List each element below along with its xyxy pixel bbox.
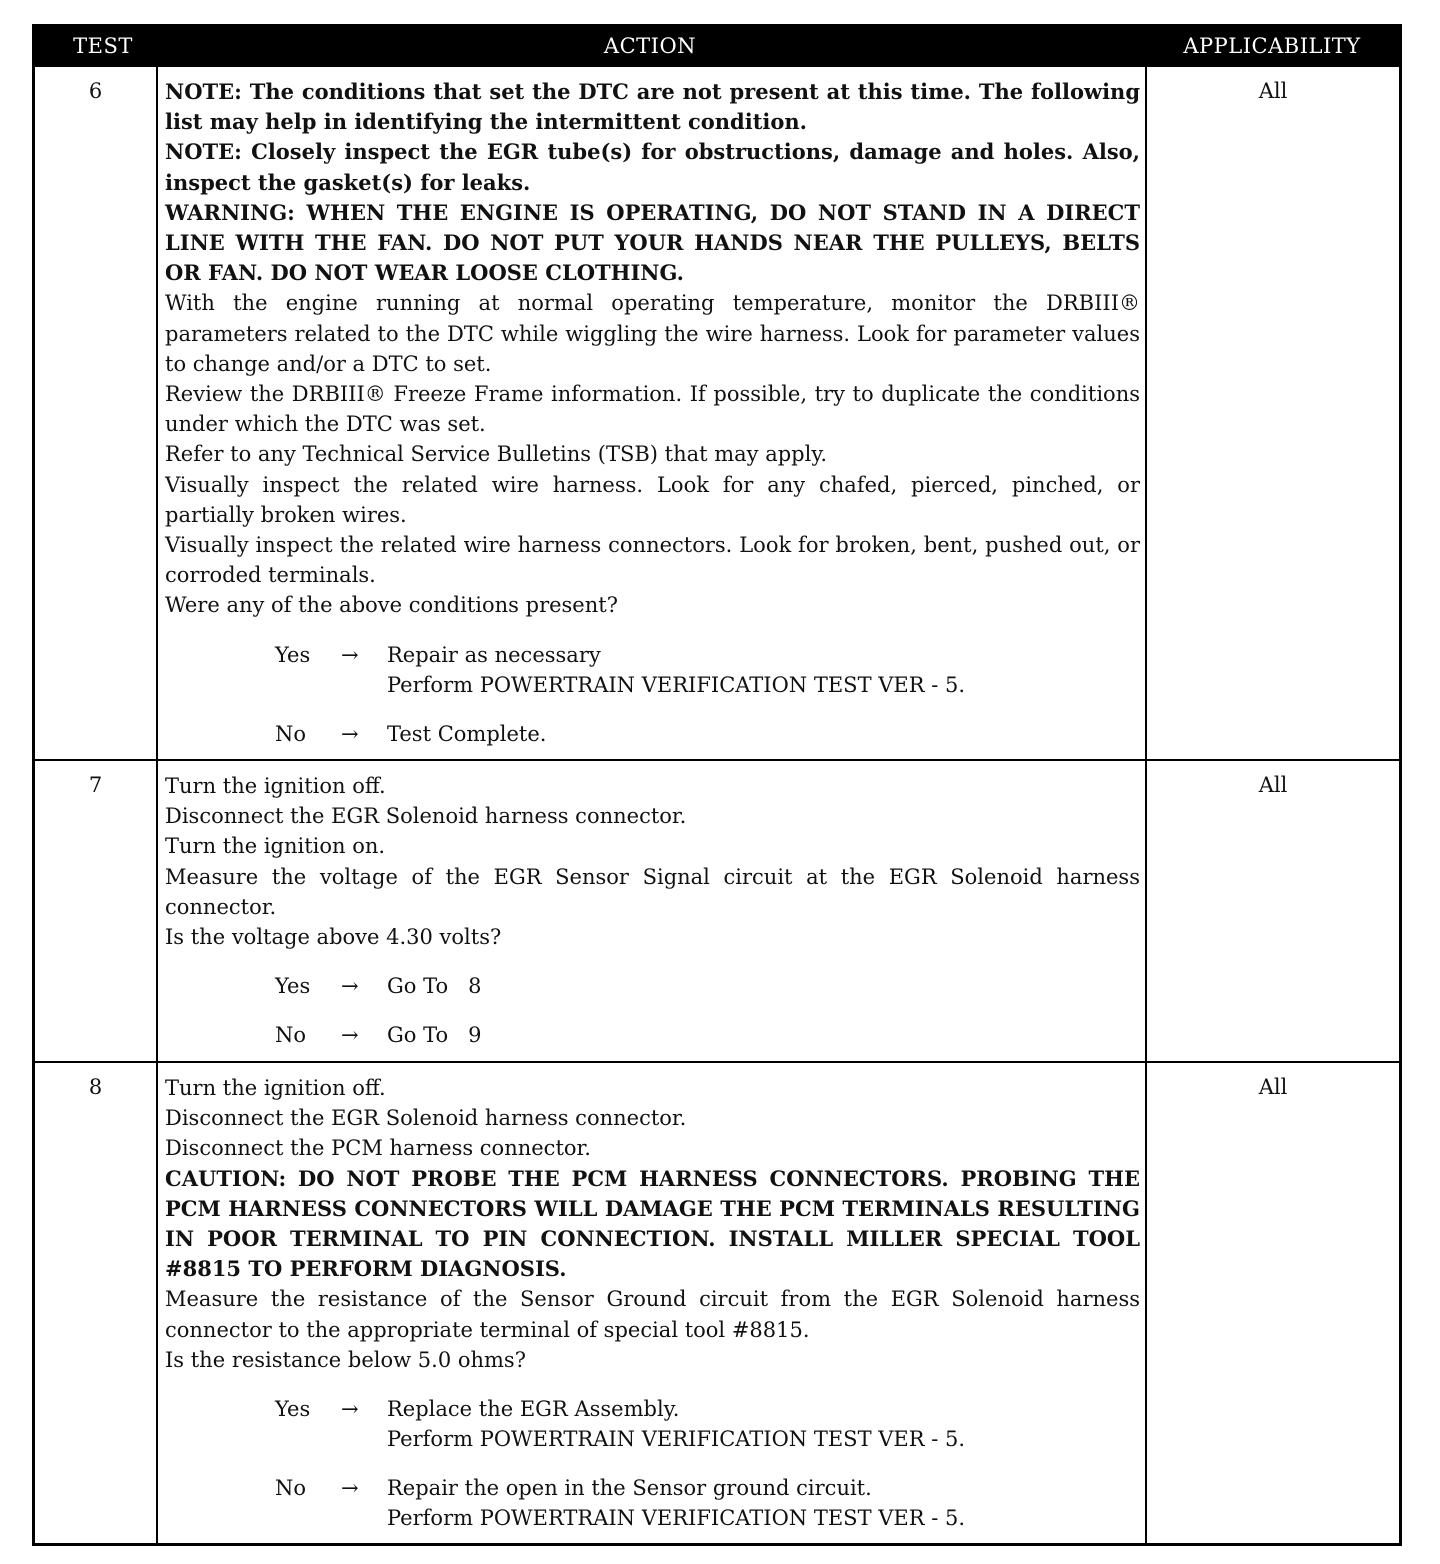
step-text: Measure the voltage of the EGR Sensor Signal circuit at the EGR Solenoid harness connector. bbox=[165, 864, 1140, 919]
step-text: Visually inspect the related wire harness connectors. Look for broken, bent, pushed out, or corroded terminals. bbox=[165, 533, 1140, 588]
no-branch bbox=[275, 1473, 1140, 1533]
step-text: Disconnect the EGR Solenoid harness connector. bbox=[165, 804, 687, 829]
yes-branch bbox=[275, 971, 1140, 1001]
note-text: NOTE: The conditions that set the DTC are not present at this time. The following list may help in identifying the intermittent condition. bbox=[165, 79, 1140, 135]
yes-branch bbox=[275, 640, 1140, 700]
table-row-test-7 bbox=[35, 759, 1399, 1061]
arrow-icon: → bbox=[341, 1023, 359, 1048]
no-label: No bbox=[275, 1023, 307, 1048]
column-divider bbox=[156, 761, 158, 1061]
step-text: With the engine running at normal operating temperature, monitor the DRBIII® parameters related to the DTC while wiggling the wire harness. Look for parameter values to change and/or a DTC to set. bbox=[165, 291, 1140, 376]
question-text: Is the voltage above 4.30 volts? bbox=[165, 925, 502, 950]
no-branch bbox=[275, 1020, 1140, 1050]
header-applicability: APPLICABILITY bbox=[1183, 34, 1361, 58]
arrow-icon: → bbox=[341, 642, 359, 667]
yes-label: Yes bbox=[275, 1397, 311, 1422]
no-label: No bbox=[275, 721, 307, 746]
step-text: Turn the ignition off. bbox=[165, 1076, 386, 1100]
yes-branch bbox=[275, 1394, 1140, 1454]
yes-result: Replace the EGR Assembly. bbox=[387, 1397, 680, 1422]
table-row-test-8 bbox=[35, 1061, 1399, 1543]
no-result: Go To 9 bbox=[387, 1023, 482, 1048]
no-branch bbox=[275, 719, 1140, 749]
arrow-icon: → bbox=[341, 1476, 359, 1501]
yes-result: Go To 8 bbox=[387, 974, 482, 999]
column-divider bbox=[1145, 1063, 1147, 1543]
applicability-value: All bbox=[1258, 1075, 1288, 1099]
diagnostic-table bbox=[32, 24, 1402, 1546]
arrow-icon: → bbox=[341, 1397, 359, 1422]
arrow-icon: → bbox=[341, 721, 359, 746]
step-text: Measure the resistance of the Sensor Ground circuit from the EGR Solenoid harness connector to the appropriate terminal of special tool #8815. bbox=[165, 1287, 1140, 1342]
column-divider bbox=[156, 1063, 158, 1543]
step-text: Visually inspect the related wire harness. Look for any chafed, pierced, pinched, or partially broken wires. bbox=[165, 472, 1140, 527]
applicability-value: All bbox=[1258, 79, 1288, 103]
test-number: 8 bbox=[88, 1075, 103, 1099]
step-text: Turn the ignition on. bbox=[165, 834, 386, 859]
step-text: Refer to any Technical Service Bulletins (TSB) that may apply. bbox=[165, 442, 828, 467]
action-cell bbox=[165, 1073, 1140, 1533]
no-result: Repair the open in the Sensor ground circuit. bbox=[387, 1476, 872, 1501]
yes-result: Perform POWERTRAIN VERIFICATION TEST VER - 5. bbox=[387, 1427, 966, 1452]
column-divider bbox=[1145, 761, 1147, 1061]
yes-label: Yes bbox=[275, 974, 311, 999]
no-result: Test Complete. bbox=[387, 721, 547, 746]
action-cell bbox=[165, 771, 1140, 1050]
yes-result: Perform POWERTRAIN VERIFICATION TEST VER - 5. bbox=[387, 672, 966, 697]
step-text: Disconnect the EGR Solenoid harness connector. bbox=[165, 1106, 687, 1131]
yes-result: Repair as necessary bbox=[387, 642, 601, 667]
table-header bbox=[35, 27, 1399, 67]
step-text: Review the DRBIII® Freeze Frame information. If possible, try to duplicate the conditions under which the DTC was set. bbox=[165, 382, 1140, 437]
table-row-test-6 bbox=[35, 67, 1399, 759]
applicability-value: All bbox=[1258, 773, 1288, 797]
question-text: Were any of the above conditions present? bbox=[165, 593, 618, 618]
note-text: NOTE: Closely inspect the EGR tube(s) for obstructions, damage and holes. Also, inspect the gasket(s) for leaks. bbox=[165, 139, 1140, 195]
step-text: Turn the ignition off. bbox=[165, 774, 386, 798]
arrow-icon: → bbox=[341, 974, 359, 999]
test-number: 6 bbox=[88, 79, 103, 103]
no-label: No bbox=[275, 1476, 307, 1501]
yes-label: Yes bbox=[275, 642, 311, 667]
column-divider bbox=[1145, 67, 1147, 759]
header-test: TEST bbox=[73, 34, 133, 58]
step-text: Disconnect the PCM harness connector. bbox=[165, 1136, 591, 1161]
column-divider bbox=[156, 67, 158, 759]
caution-text: CAUTION: DO NOT PROBE THE PCM HARNESS CONNECTORS. PROBING THE PCM HARNESS CONNECTORS WILL DAMAGE THE PCM TERMINALS RESULTING IN POOR TERMINAL TO PIN CONNECTION. INSTALL MILLER SPECIAL TOOL #8815 TO PERFORM DIAGNOSIS. bbox=[165, 1165, 1140, 1282]
no-result: Perform POWERTRAIN VERIFICATION TEST VER - 5. bbox=[387, 1506, 966, 1531]
action-cell bbox=[165, 77, 1140, 749]
question-text: Is the resistance below 5.0 ohms? bbox=[165, 1347, 526, 1372]
test-number: 7 bbox=[88, 773, 103, 797]
warning-text: WARNING: WHEN THE ENGINE IS OPERATING, DO NOT STAND IN A DIRECT LINE WITH THE FAN. DO NOT PUT YOUR HANDS NEAR THE PULLEYS, BELTS OR FAN. DO NOT WEAR LOOSE CLOTHING. bbox=[165, 199, 1140, 286]
header-action: ACTION bbox=[603, 34, 697, 58]
